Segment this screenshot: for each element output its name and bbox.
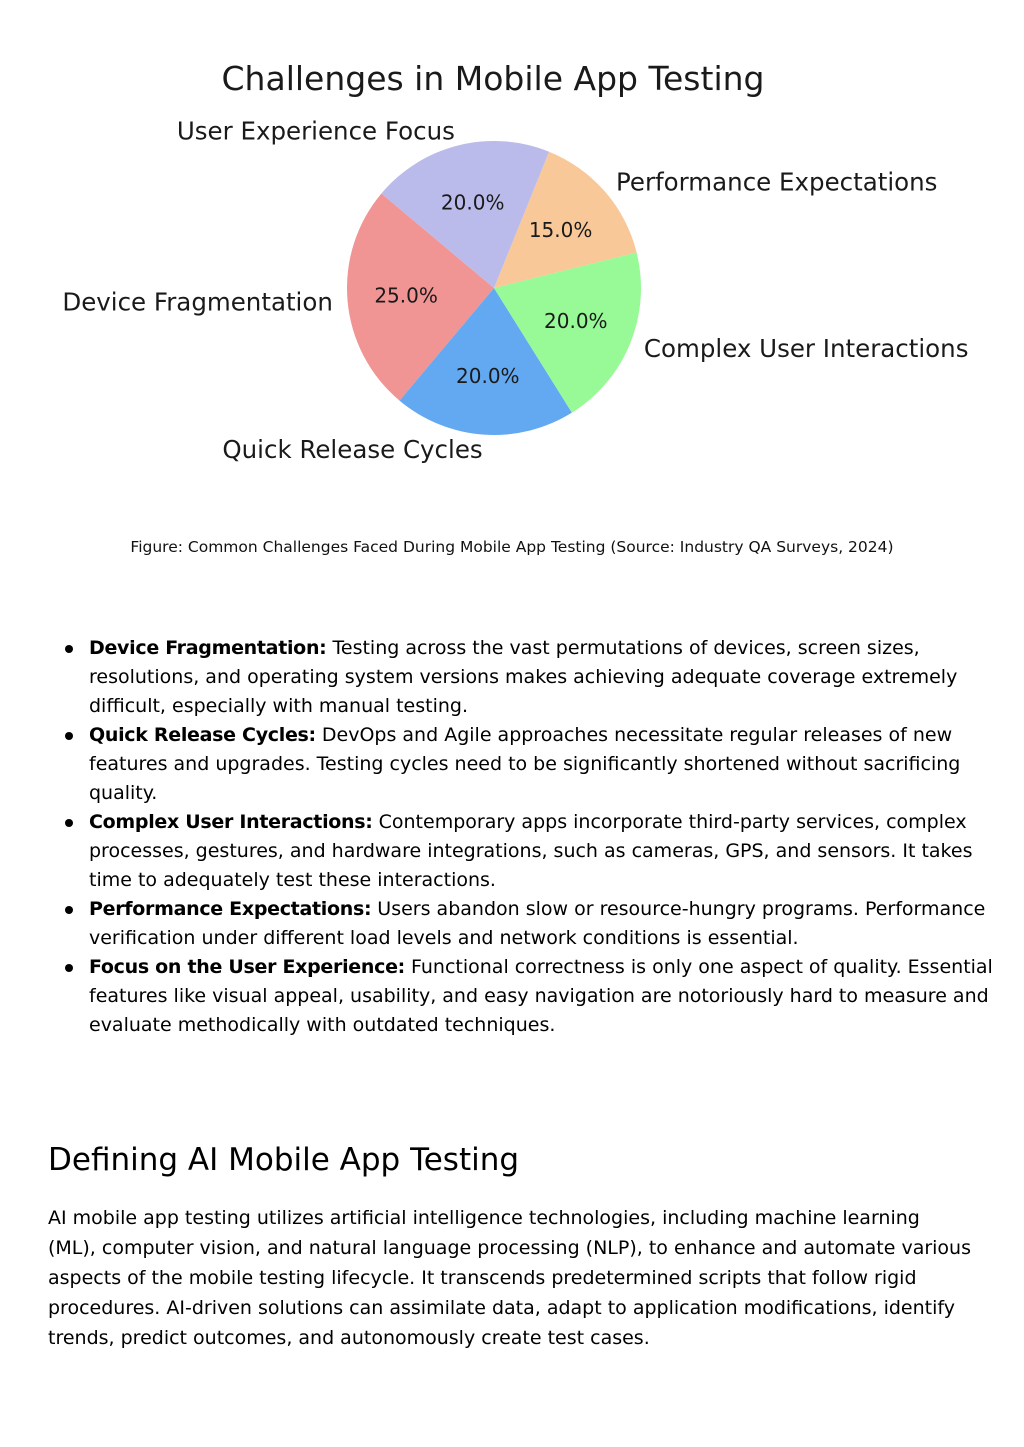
pie-category-label: User Experience Focus: [176, 116, 455, 146]
list-item-term: Performance Expectations:: [89, 898, 372, 920]
pie-percent-label: 20.0%: [456, 364, 520, 388]
list-item: [89, 953, 1019, 1040]
pie-percent-label: 20.0%: [440, 190, 505, 215]
pie-percent-label: 20.0%: [544, 309, 608, 333]
section-body: AI mobile app testing utilizes artificial intelligence technologies, including machine learning (ML), computer vision, and natural language processing (NLP), to enhance and automate various aspects of the mobile testing lifecycle. It transcends predetermined scripts that follow rigid procedures. AI-driven solutions can assimilate data, adapt to application modifications, identify trends, predict outcomes, and autonomously create test cases.: [48, 1207, 971, 1349]
list-item-text: Contemporary apps incorporate third-party services, complex processes, gestures, and hardware integrations, such as cameras, GPS, and sensors. It takes time to adequately test these interactions.: [89, 811, 973, 891]
pie-category-label: Device Fragmentation: [62, 287, 333, 317]
list-item-term: Complex User Interactions:: [89, 811, 373, 833]
list-item: [89, 895, 1019, 953]
pie-category-label: Quick Release Cycles: [222, 434, 483, 464]
list-item-term: Quick Release Cycles:: [89, 724, 316, 746]
list-item-text: Functional correctness is only one aspect of quality. Essential features like visual appeal, usability, and easy navigation are notoriously hard to measure and evaluate methodically with outdated techniques.: [89, 956, 993, 1036]
figure-caption: Figure: Common Challenges Faced During Mobile App Testing (Source: Industry QA Surveys, 2024): [130, 538, 894, 556]
pie-category-label: Performance Expectations: [616, 167, 938, 197]
pie-category-label: Complex User Interactions: [643, 334, 969, 364]
list-item-term: Focus on the User Experience:: [89, 956, 405, 978]
list-item-text: Users abandon slow or resource-hungry programs. Performance verification under different load levels and network conditions is essential.: [89, 898, 986, 949]
pie-percent-label: 25.0%: [374, 283, 438, 308]
chart-title: Challenges in Mobile App Testing: [221, 59, 765, 98]
list-item: [89, 808, 1019, 895]
pie-chart: [0, 0, 1024, 480]
pie-chart-figure: [0, 0, 1024, 480]
pie-percent-label: 15.0%: [528, 218, 593, 243]
list-item: [89, 634, 1019, 721]
challenge-list: [48, 634, 1019, 1040]
list-item-text: DevOps and Agile approaches necessitate regular releases of new features and upgrades. Testing cycles need to be significantly shortened without sacrificing quality.: [89, 724, 961, 804]
section-heading: Defining AI Mobile App Testing: [48, 1142, 520, 1178]
list-item-term: Device Fragmentation:: [89, 637, 327, 659]
list-item-text: Testing across the vast permutations of devices, screen sizes, resolutions, and operating system versions makes achieving adequate coverage extremely difficult, especially with manual testing.: [89, 637, 958, 717]
list-item: [89, 721, 1019, 808]
